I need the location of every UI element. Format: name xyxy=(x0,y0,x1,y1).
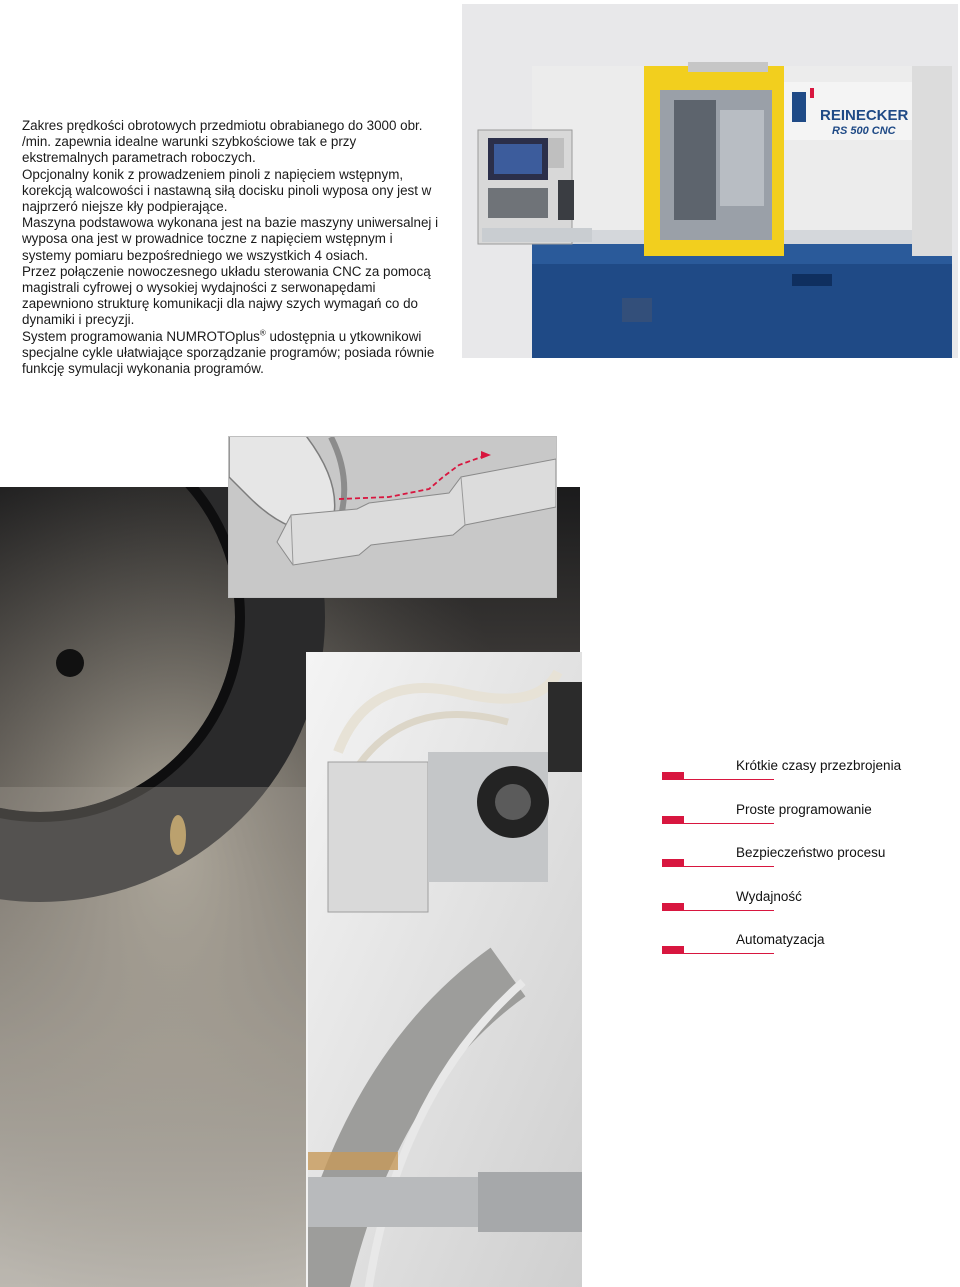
feature-underline xyxy=(662,866,774,867)
wheel-closeup-photo xyxy=(306,652,582,1287)
feature-item xyxy=(662,888,952,932)
feature-underline xyxy=(662,779,774,780)
numroto-text-before: System programowania NUMROTOplus xyxy=(22,328,260,344)
feature-label: Bezpieczeństwo procesu xyxy=(736,845,886,860)
feature-bullet-icon xyxy=(662,772,684,779)
shaft-diagram xyxy=(228,436,557,598)
feature-label: Krótkie czasy przezbrojenia xyxy=(736,758,902,773)
machine-model-label: RS 500 CNC xyxy=(832,125,896,137)
feature-item xyxy=(662,757,952,801)
feature-bullet-icon xyxy=(662,946,684,953)
feature-item xyxy=(662,931,952,975)
feature-list xyxy=(662,757,952,975)
feature-underline xyxy=(662,953,774,954)
paragraph-tailstock: Opcjonalny konik z prowadzeniem pinoli z napięciem wstępnym, korekcją walcowości i nastawną siłą docisku pinoli wyposa ony jest w najprzeró niejsze kły podpierające. xyxy=(22,166,432,215)
feature-label: Wydajność xyxy=(736,888,802,904)
numroto-text-after: udostępnia u ytkownikowi specjalne cykle ułatwiające sporządzanie programów; posiada równie funkcję symulacji wykonania programów. xyxy=(22,328,435,377)
body-text xyxy=(22,118,442,377)
feature-underline xyxy=(662,910,774,911)
feature-bullet-icon xyxy=(662,816,684,823)
feature-bullet-icon xyxy=(662,859,684,866)
paragraph-base-machine: Maszyna podstawowa wykonana jest na bazie maszyny uniwersalnej i wyposa ona jest w prowadnice toczne z napięciem wstępnym i systemy pomiaru bezpośredniego we wszystkich 4 osiach. xyxy=(22,215,439,263)
feature-label: Automatyzacja xyxy=(736,932,825,947)
paragraph-speed-range: Zakres prędkości obrotowych przedmiotu obrabianego do 3000 obr. /min. zapewnia idealne warunki szybkościowe tak e przy ekstremalnych parametrach roboczych. xyxy=(22,118,423,166)
feature-item xyxy=(662,801,952,845)
feature-bullet-icon xyxy=(662,903,684,910)
registered-mark: ® xyxy=(259,328,266,338)
paragraph-cnc-control: Przez połączenie nowoczesnego układu sterowania CNC za pomocą magistrali cyfrowej o wysokiej wydajności z serwonapędami zapewniono strukturę komunikacji dla najwy szych wymagań co do dynamiki i precyzji. xyxy=(22,263,431,328)
machine-photo xyxy=(462,4,958,358)
feature-label: Proste programowanie xyxy=(736,801,872,817)
feature-item xyxy=(662,844,952,888)
machine-brand-label: REINECKER xyxy=(820,107,909,124)
paragraph-numroto xyxy=(22,329,442,378)
feature-underline xyxy=(662,823,774,824)
